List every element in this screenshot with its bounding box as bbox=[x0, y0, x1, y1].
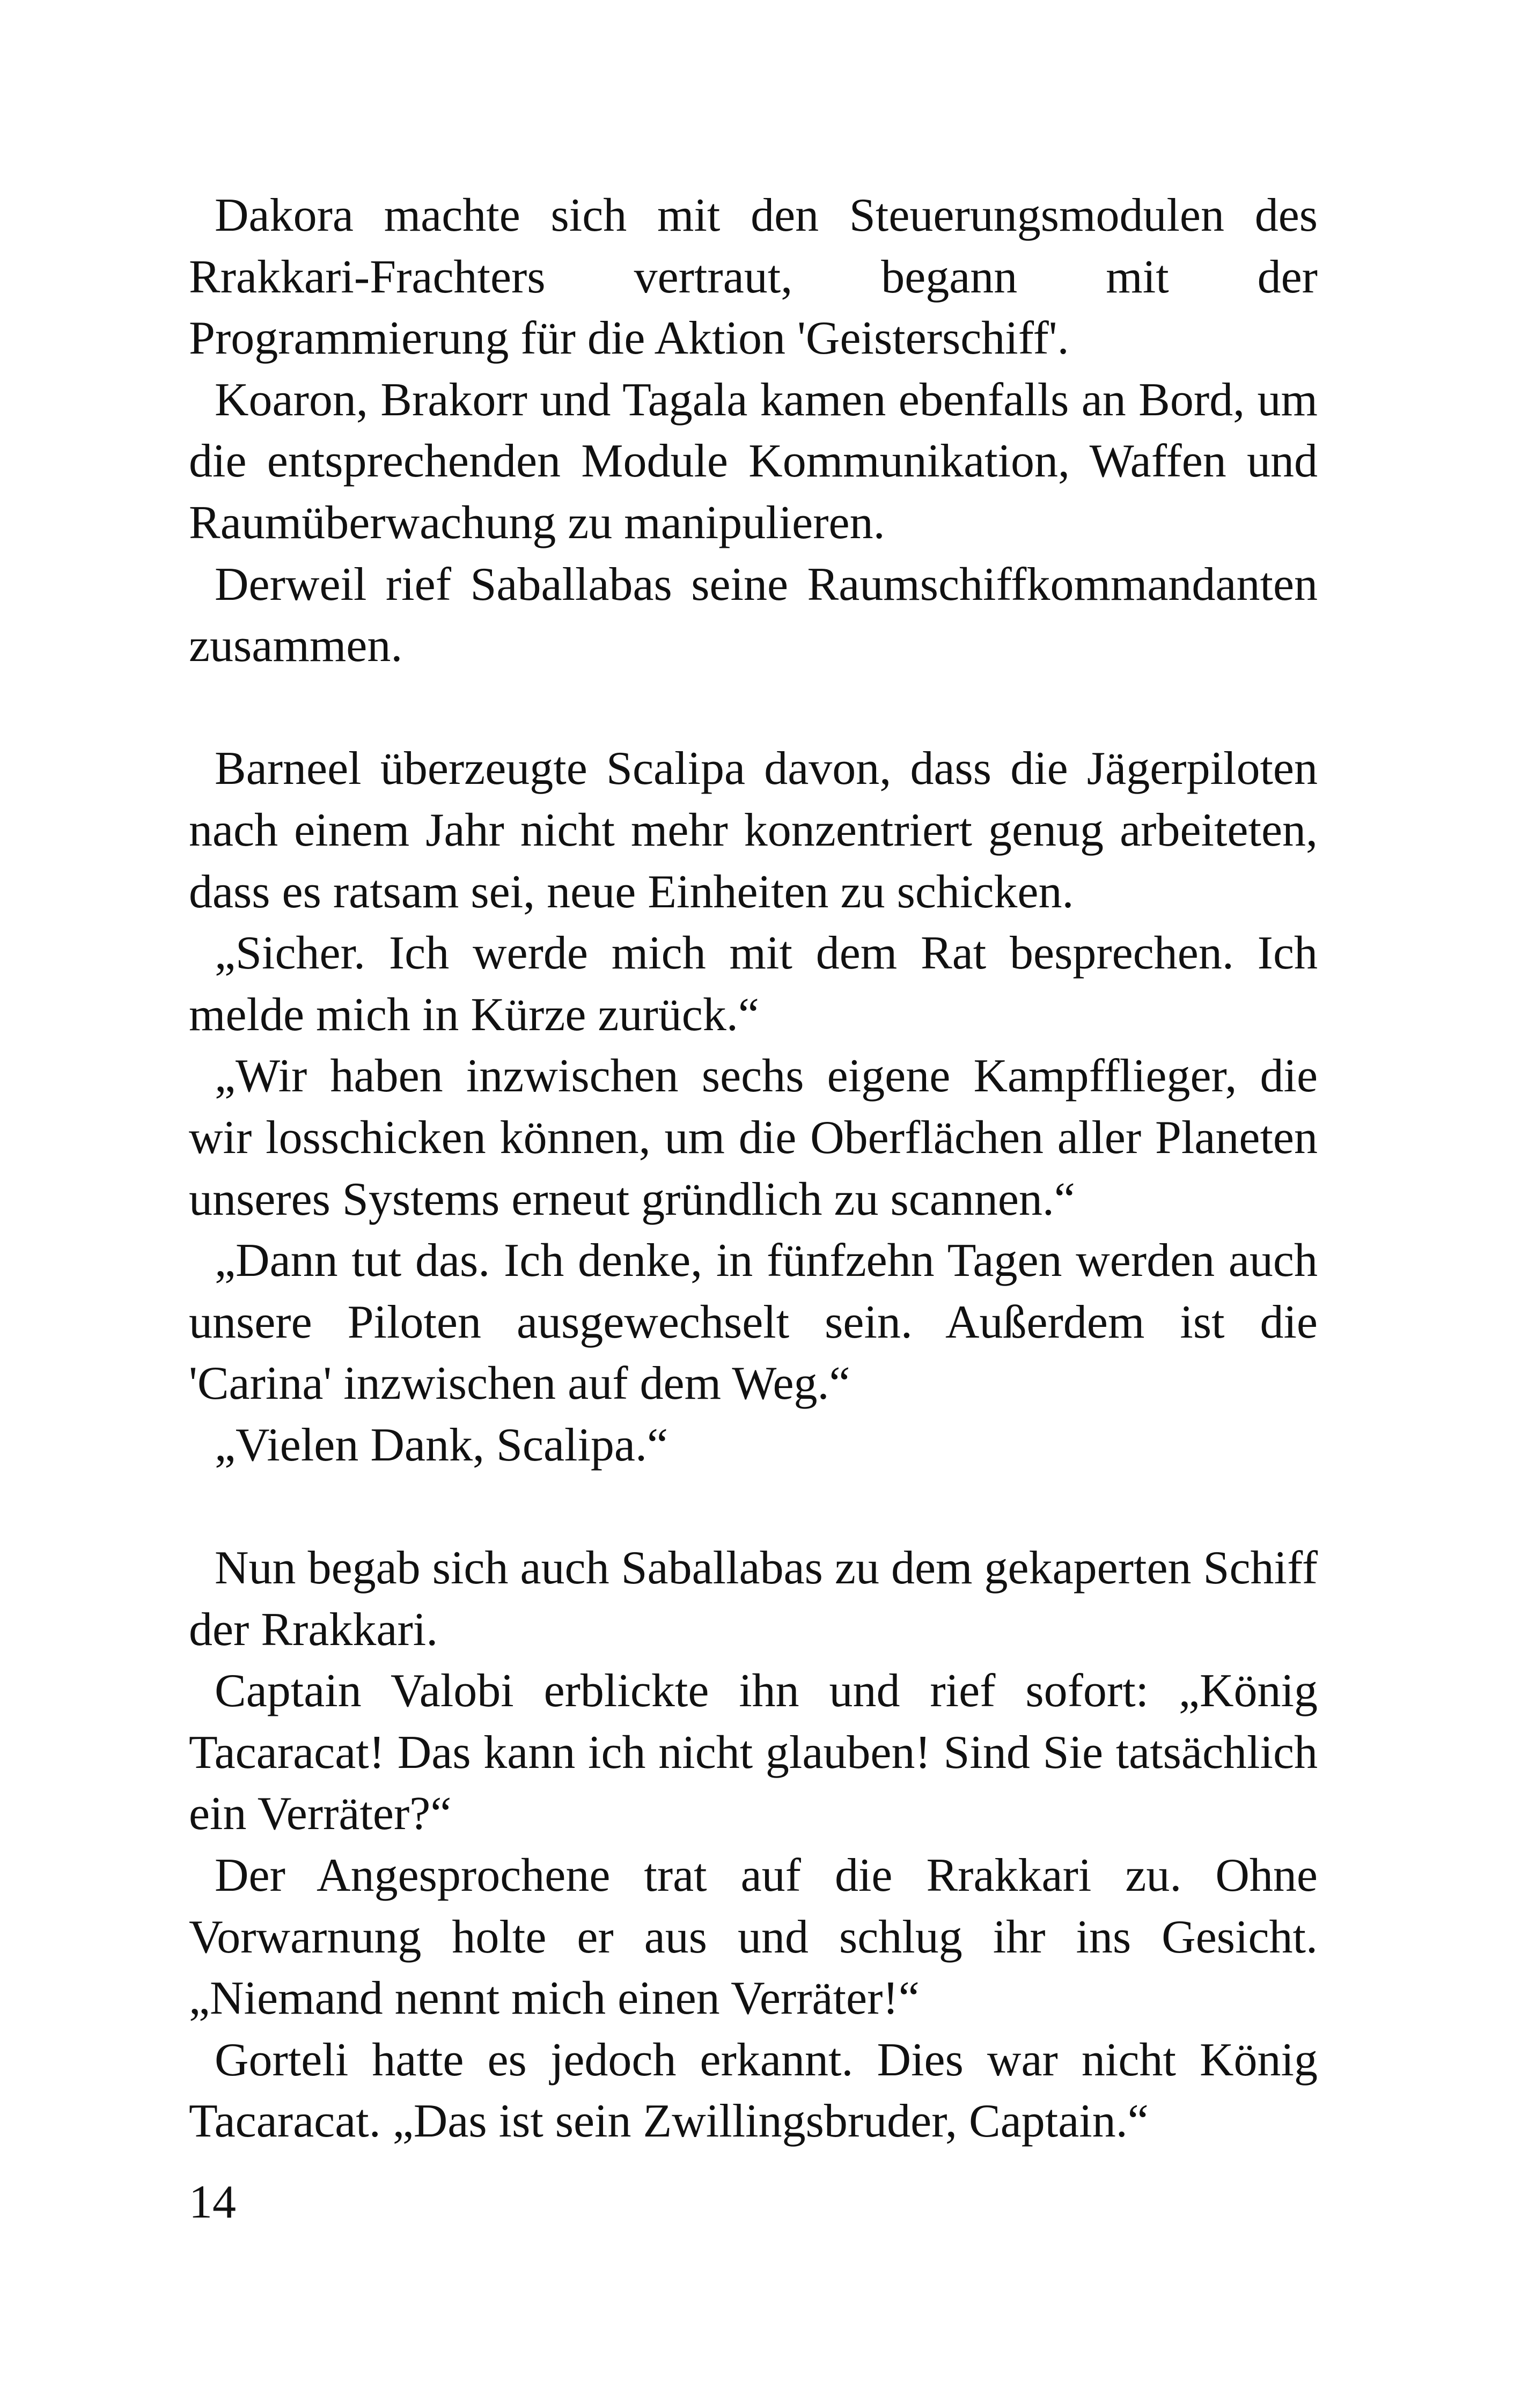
page-number: 14 bbox=[189, 2176, 236, 2228]
page-body bbox=[189, 185, 1318, 2153]
paragraph: „Dann tut das. Ich denke, in fünfzehn Tagen werden auch unsere Piloten ausgewechselt sein. Außerdem ist die 'Carina' inzwischen auf dem Weg.“ bbox=[189, 1235, 1318, 1410]
paragraph: Derweil rief Saballabas seine Raumschiffkommandanten zusammen. bbox=[189, 558, 1318, 672]
paragraph: „Sicher. Ich werde mich mit dem Rat besprechen. Ich melde mich in Kürze zurück.“ bbox=[189, 927, 1318, 1041]
section-gap bbox=[189, 677, 1318, 739]
paragraph: Dakora machte sich mit den Steuerungsmodulen des Rrakkari-Frachters vertraut, begann mit der Programmierung für die Aktion 'Geisterschiff'. bbox=[189, 189, 1318, 365]
paragraph: Barneel überzeugte Scalipa davon, dass die Jägerpiloten nach einem Jahr nicht mehr konzentriert genug arbeiteten, dass es ratsam sei, neue Einheiten zu schicken. bbox=[189, 743, 1318, 918]
paragraph: Der Angesprochene trat auf die Rrakkari zu. Ohne Vorwarnung holte er aus und schlug ihr ins Gesicht. „Niemand nennt mich einen Verräter!“ bbox=[189, 1849, 1318, 2025]
paragraph: Captain Valobi erblickte ihn und rief sofort: „König Tacaracat! Das kann ich nicht glauben! Sind Sie tatsächlich ein Verräter?“ bbox=[189, 1665, 1318, 1840]
section-gap bbox=[189, 1476, 1318, 1538]
paragraph: Koaron, Brakorr und Tagala kamen ebenfalls an Bord, um die entsprechenden Module Kommunikation, Waffen und Raumüberwachung zu manipulieren. bbox=[189, 373, 1318, 549]
paragraph: Nun begab sich auch Saballabas zu dem gekaperten Schiff der Rrakkari. bbox=[189, 1542, 1318, 1656]
paragraph: „Wir haben inzwischen sechs eigene Kampfflieger, die wir losschicken können, um die Oberflächen aller Planeten unseres Systems erneut gründlich zu scannen.“ bbox=[189, 1050, 1318, 1225]
paragraph: „Vielen Dank, Scalipa.“ bbox=[215, 1419, 668, 1471]
paragraph: Gorteli hatte es jedoch erkannt. Dies war nicht König Tacaracat. „Das ist sein Zwillingsbruder, Captain.“ bbox=[189, 2033, 1318, 2148]
